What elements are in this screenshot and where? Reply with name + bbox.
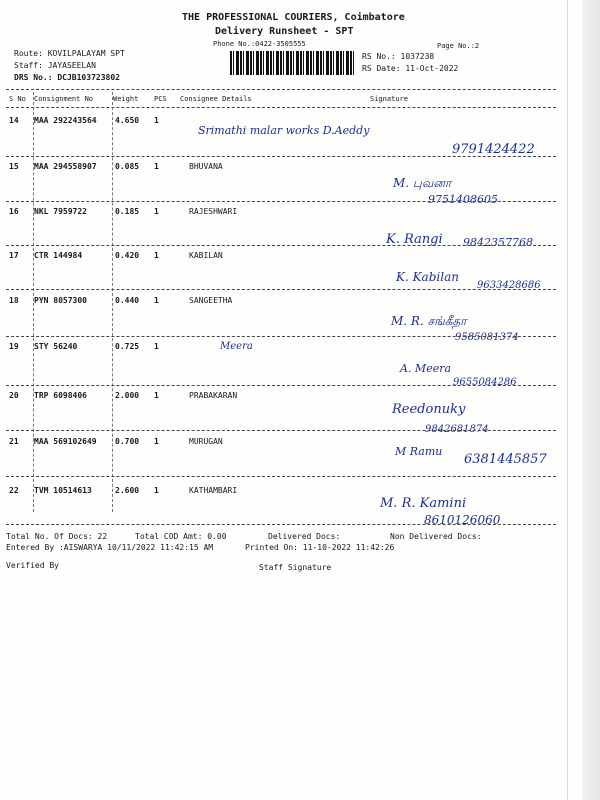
- handwritten-name: Reedonuky: [392, 402, 466, 417]
- verified-by-label: Verified By: [6, 561, 59, 570]
- phone-number: Phone No.:0422-3505555: [213, 40, 306, 48]
- row-consignee: KATHAMBARI: [189, 486, 238, 495]
- total-cod: Total COD Amt: 0.00: [135, 532, 227, 541]
- row-sno: 15: [9, 162, 19, 171]
- row-pcs: 1: [154, 486, 159, 495]
- row-rule: [6, 289, 556, 290]
- row-consignment: PYN 8057300: [34, 296, 87, 305]
- handwritten-phone: 9842357768: [463, 236, 533, 249]
- row-consignee: PRABAKARAN: [189, 391, 238, 400]
- row-consignment: TRP 6098406: [34, 391, 87, 400]
- page-number: Page No.:2: [437, 42, 480, 50]
- route-label: Route: KOVILPALAYAM SPT: [14, 49, 125, 58]
- row-rule: [6, 476, 556, 477]
- row-sno: 14: [9, 116, 19, 125]
- handwritten-name: M Ramu: [395, 445, 443, 458]
- row-pcs: 1: [154, 207, 159, 216]
- row-rule: [6, 336, 556, 337]
- row-rule: [6, 524, 556, 525]
- staff-label: Staff: JAYASEELAN: [14, 61, 96, 70]
- scan-edge-line: [567, 0, 568, 800]
- row-consignee: KABILAN: [189, 251, 223, 260]
- col-consignment: Consignment No: [34, 95, 94, 103]
- row-sno: 18: [9, 296, 19, 305]
- row-consignment: MAA 292243564: [34, 116, 97, 125]
- company-name: THE PROFESSIONAL COURIERS, Coimbatore: [182, 12, 405, 23]
- handwritten-name: K. Kabilan: [396, 270, 459, 284]
- row-pcs: 1: [154, 437, 159, 446]
- row-weight: 4.650: [115, 116, 140, 125]
- row-rule: [6, 430, 556, 431]
- row-consignment: CTR 144984: [34, 251, 83, 260]
- row-sno: 16: [9, 207, 19, 216]
- handwritten-consignee: Meera: [220, 341, 253, 352]
- row-pcs: 1: [154, 251, 159, 260]
- row-weight: 2.000: [115, 391, 140, 400]
- col-consignee: Consignee Details: [180, 95, 252, 103]
- printed-on: Printed On: 11-10-2022 11:42:26: [245, 543, 395, 552]
- barcode: [230, 51, 354, 75]
- row-consignment: NKL 7959722: [34, 207, 87, 216]
- header-top-rule: [6, 89, 556, 90]
- handwritten-phone: 9633428686: [477, 280, 541, 291]
- row-sno: 22: [9, 486, 19, 495]
- row-pcs: 1: [154, 116, 159, 125]
- col-weight: Weight: [113, 95, 139, 103]
- row-weight: 0.725: [115, 342, 140, 351]
- handwritten-name: M. புவனா: [393, 176, 452, 190]
- row-sno: 17: [9, 251, 19, 260]
- rs-number: RS No.: 1037238: [362, 52, 435, 61]
- drs-number: DRS No.: DCJB103723802: [14, 73, 120, 82]
- handwritten-name: A. Meera: [400, 362, 452, 375]
- row-rule: [6, 201, 556, 202]
- handwritten-name: M. R. சங்கீதா: [391, 314, 467, 328]
- handwritten-name: Srimathi malar works D.Aeddy: [198, 124, 370, 137]
- row-weight: 0.440: [115, 296, 140, 305]
- row-consignment: STY 56240: [34, 342, 78, 351]
- row-pcs: 1: [154, 162, 159, 171]
- header-bottom-rule: [6, 107, 556, 108]
- scan-edge-shadow: [582, 0, 600, 800]
- handwritten-phone: 9791424422: [452, 142, 535, 157]
- row-sno: 21: [9, 437, 19, 446]
- document-title: Delivery Runsheet - SPT: [215, 26, 354, 37]
- row-rule: [6, 245, 556, 246]
- col-signature: Signature: [370, 95, 408, 103]
- handwritten-phone: 6381445857: [464, 452, 547, 467]
- handwritten-phone: 9751408605: [428, 193, 498, 206]
- entered-by: Entered By :AISWARYA 10/11/2022 11:42:15 AM: [6, 543, 214, 552]
- row-consignment: MAA 294558907: [34, 162, 97, 171]
- handwritten-name: K. Rangi: [386, 232, 443, 247]
- handwritten-phone: 9585081374: [455, 332, 519, 343]
- row-weight: 0.185: [115, 207, 140, 216]
- row-sno: 19: [9, 342, 19, 351]
- delivered-docs: Delivered Docs:: [268, 532, 341, 541]
- row-weight: 0.420: [115, 251, 140, 260]
- rs-date: RS Date: 11-Oct-2022: [362, 64, 459, 73]
- row-pcs: 1: [154, 342, 159, 351]
- row-consignment: MAA 569102649: [34, 437, 97, 446]
- row-weight: 0.700: [115, 437, 140, 446]
- col-divider-2: [112, 92, 113, 512]
- row-pcs: 1: [154, 296, 159, 305]
- staff-signature-label: Staff Signature: [259, 563, 332, 572]
- total-docs: Total No. Of Docs: 22: [6, 532, 108, 541]
- non-delivered-docs: Non Delivered Docs:: [390, 532, 482, 541]
- row-consignee: MURUGAN: [189, 437, 223, 446]
- row-consignee: RAJESHWARI: [189, 207, 238, 216]
- handwritten-name: M. R. Kamini: [380, 496, 467, 511]
- row-consignee: SANGEETHA: [189, 296, 233, 305]
- row-pcs: 1: [154, 391, 159, 400]
- row-weight: 2.600: [115, 486, 140, 495]
- row-consignment: TVM 10514613: [34, 486, 92, 495]
- col-sno: S No: [9, 95, 26, 103]
- row-consignee: BHUVANA: [189, 162, 223, 171]
- handwritten-phone: 9655084286: [453, 377, 517, 388]
- row-weight: 0.085: [115, 162, 140, 171]
- col-pcs: PCS: [154, 95, 167, 103]
- row-rule: [6, 156, 556, 157]
- row-rule: [6, 385, 556, 386]
- row-sno: 20: [9, 391, 19, 400]
- handwritten-phone: 9842681874: [425, 424, 489, 435]
- handwritten-phone: 8610126060: [424, 513, 501, 527]
